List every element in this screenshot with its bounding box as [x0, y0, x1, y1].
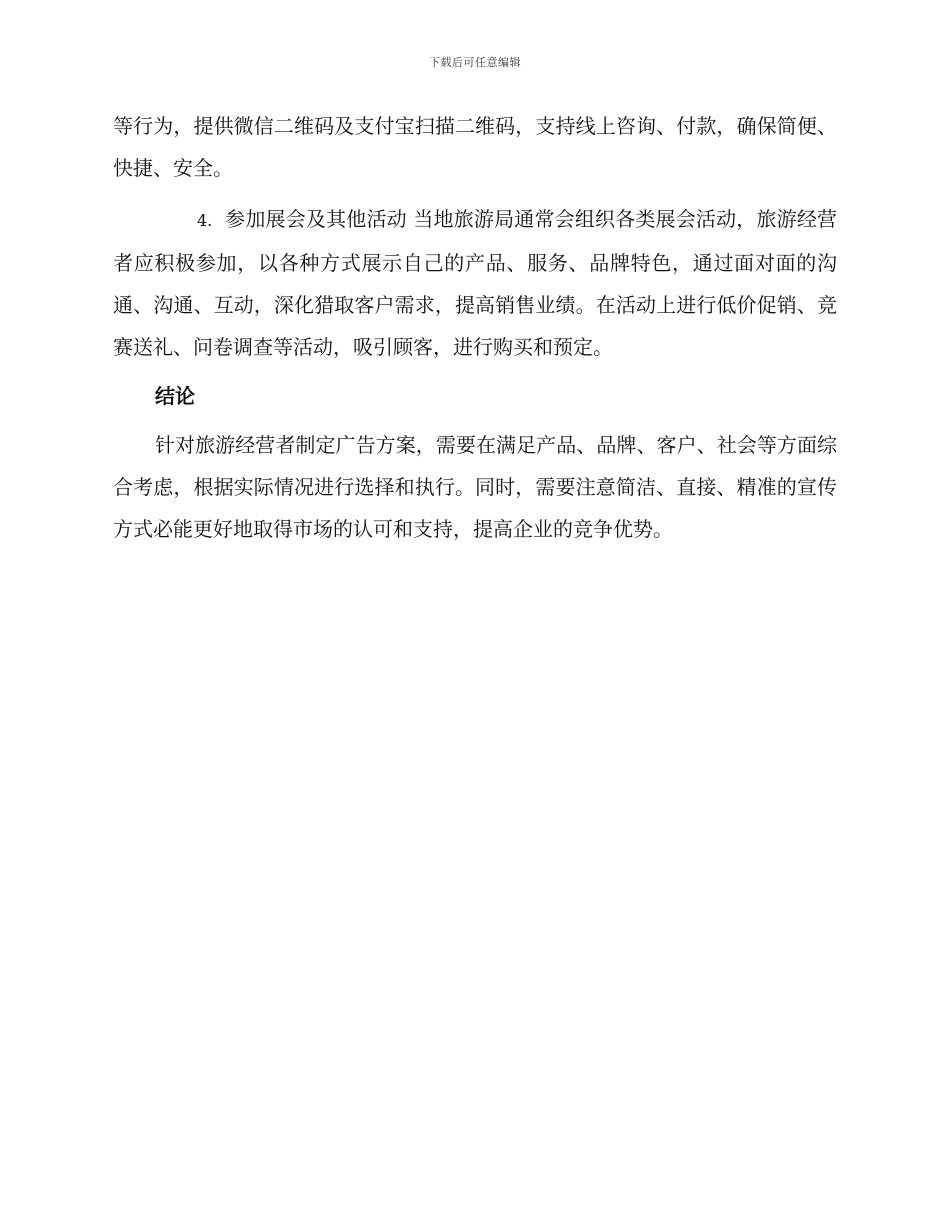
document-body	[113, 105, 837, 550]
list-item-4	[113, 198, 837, 368]
paragraph-conclusion: 针对旅游经营者制定广告方案，需要在满足产品、品牌、客户、社会等方面综合考虑，根据实际情况进行选择和执行。同时，需要注意简洁、直接、精准的宣传方式必能更好地取得市场的认可和支持，提高企业的竞争优势。	[113, 433, 837, 541]
paragraph-continued: 等行为，提供微信二维码及支付宝扫描二维码，支持线上咨询、付款，确保简便、快捷、安全。	[113, 114, 837, 180]
paragraph-gap	[113, 189, 837, 198]
list-item-number: 4.	[197, 211, 213, 230]
section-heading-conclusion: 结论	[155, 384, 195, 408]
list-item-text: 参加展会及其他活动 当地旅游局通常会组织各类展会活动，旅游经营者应积极参加，以各种方式展示自己的产品、服务、品牌特色，通过面对面的沟通、沟通、互动，深化猎取客户需求，提高销售业绩。在活动上进行低价促销、竞赛送礼、问卷调查等活动，吸引顾客，进行购买和预定。	[113, 207, 837, 359]
header-note: 下载后可任意编辑	[429, 56, 521, 69]
